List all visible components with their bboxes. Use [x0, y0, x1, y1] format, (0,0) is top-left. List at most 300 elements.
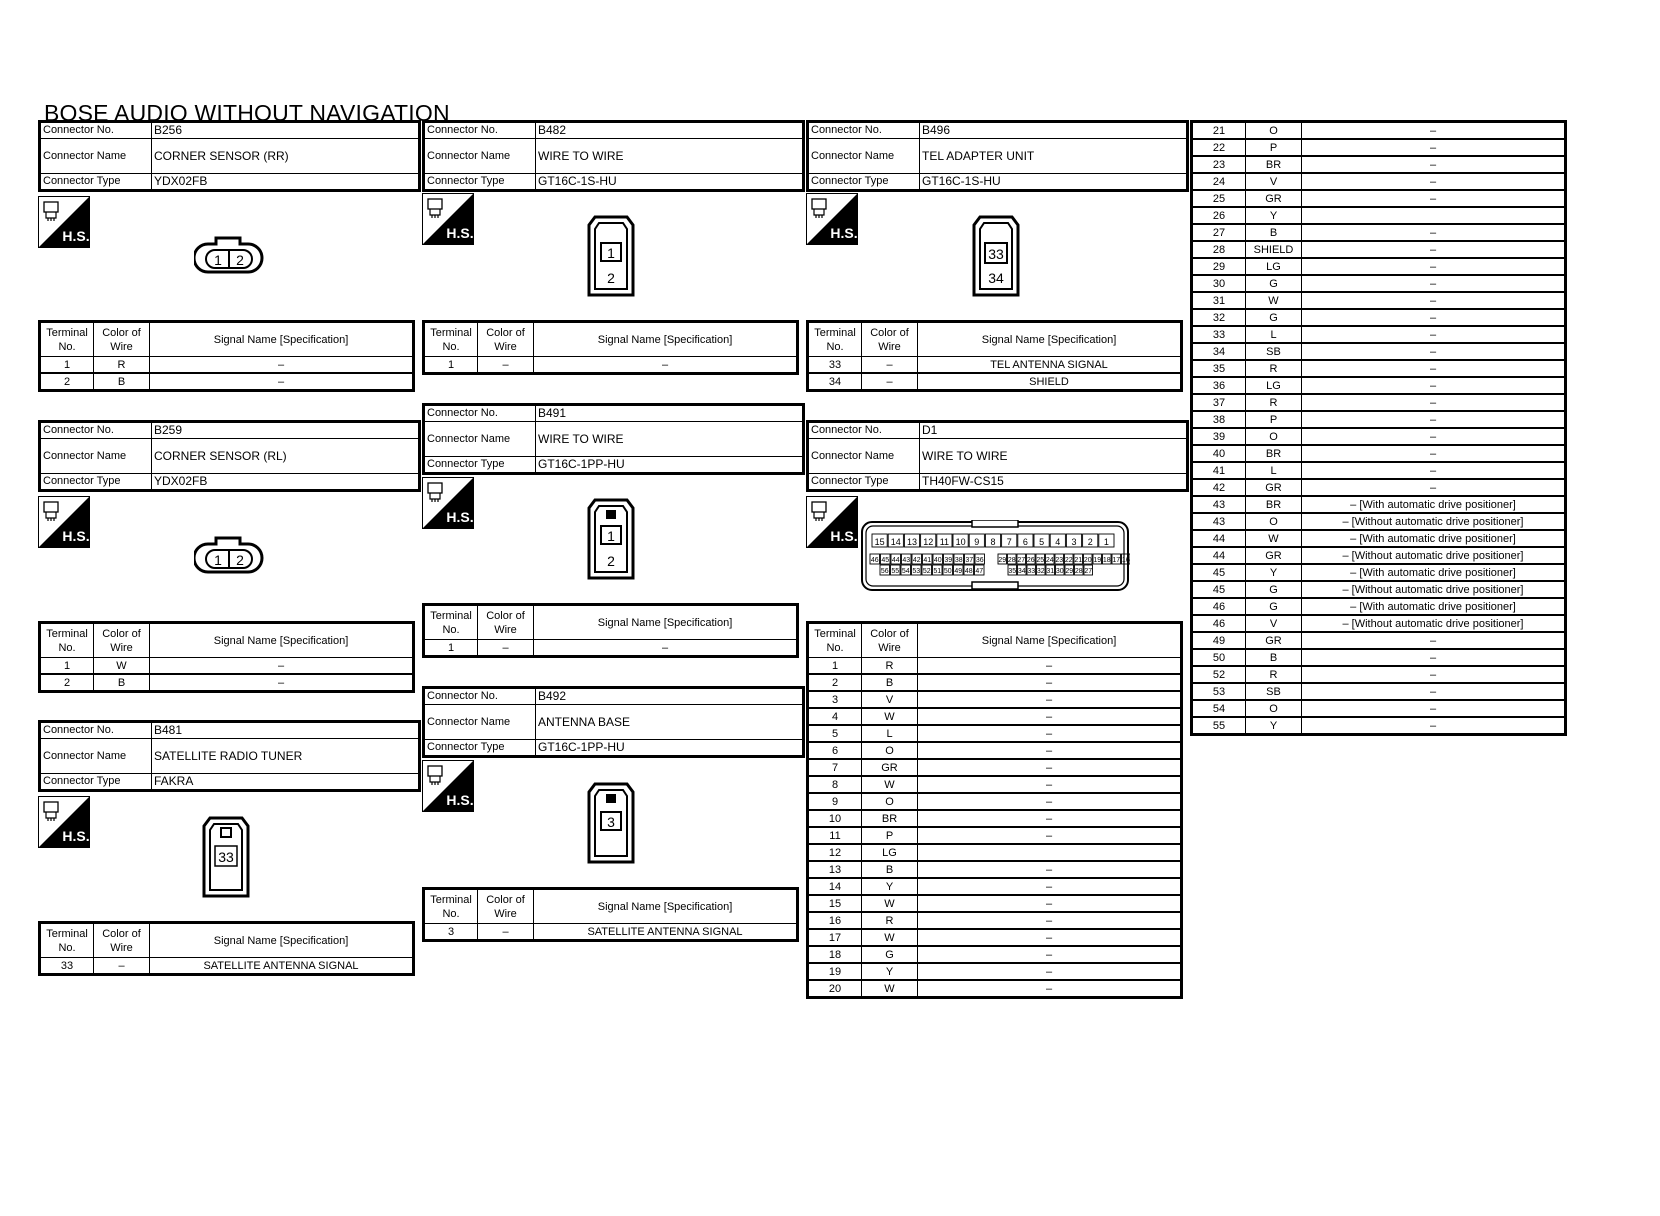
terminal-no-cell: 42 — [1192, 479, 1246, 496]
pin-label: 18 — [1102, 557, 1111, 564]
terminal-no-cell: 46 — [1192, 615, 1246, 632]
signal-name-cell: – — [1302, 632, 1566, 649]
connector-face-b482 — [587, 215, 635, 304]
signal-name-cell: – — [1302, 428, 1566, 445]
pin-label: 41 — [923, 557, 932, 564]
terminal-no-cell: 1 — [808, 658, 862, 675]
table-row — [1192, 564, 1566, 581]
pin-label: 46 — [870, 557, 879, 564]
pin-label: 14 — [890, 537, 901, 547]
wire-color-cell: Y — [1246, 564, 1302, 581]
wire-color-cell: P — [862, 827, 918, 844]
terminal-no-cell: 1 — [424, 357, 478, 374]
pin-label: 56 — [880, 568, 889, 575]
table-row — [808, 357, 1182, 374]
terminal-no-cell: 54 — [1192, 700, 1246, 717]
signal-name-cell: – — [1302, 394, 1566, 411]
pin-label: 16 — [1121, 557, 1130, 564]
connector-name-label: Connector Name — [424, 705, 536, 740]
terminal-table-b481 — [38, 921, 415, 976]
table-row — [1192, 292, 1566, 309]
signal-name-header: Signal Name [Specification] — [534, 322, 798, 357]
signal-name-cell: – — [1302, 377, 1566, 394]
pin-label: 2 — [607, 553, 615, 569]
table-row — [808, 725, 1182, 742]
terminal-no-cell: 45 — [1192, 581, 1246, 598]
pin-label: 28 — [1074, 568, 1083, 575]
terminal-no-cell: 43 — [1192, 513, 1246, 530]
connector-type-value: GT16C-1S-HU — [536, 174, 804, 191]
signal-name-cell: – — [150, 658, 414, 675]
pin-label: 53 — [912, 568, 921, 575]
terminal-no-cell: 6 — [808, 742, 862, 759]
pin-label: 40 — [933, 557, 942, 564]
terminal-no-cell: 46 — [1192, 598, 1246, 615]
wire-color-cell: R — [1246, 394, 1302, 411]
signal-name-cell: – — [534, 357, 798, 374]
signal-name-cell: – — [534, 640, 798, 657]
signal-name-cell: – — [918, 895, 1182, 912]
terminal-table-b491 — [422, 603, 799, 658]
terminal-no-cell: 37 — [1192, 394, 1246, 411]
wire-color-cell: BR — [862, 810, 918, 827]
table-row — [424, 357, 798, 374]
connector-type-value: YDX02FB — [152, 174, 420, 191]
terminal-no-cell: 38 — [1192, 411, 1246, 428]
terminal-no-cell: 55 — [1192, 717, 1246, 735]
terminal-table-d1 — [806, 621, 1183, 999]
table-row — [808, 861, 1182, 878]
terminal-no-cell: 45 — [1192, 564, 1246, 581]
pin-label: 10 — [955, 537, 966, 547]
wire-color-cell: L — [1246, 326, 1302, 343]
harness-side-icon — [422, 760, 474, 812]
signal-name-cell: – — [1302, 479, 1566, 496]
connector-info-table — [422, 120, 805, 192]
connector-face-b481 — [202, 816, 250, 905]
connector-face-b256 — [194, 234, 264, 285]
pin-label: 6 — [1022, 537, 1028, 547]
wire-color-cell: W — [862, 776, 918, 793]
signal-name-cell: SATELLITE ANTENNA SIGNAL — [534, 924, 798, 941]
table-row — [1192, 547, 1566, 564]
terminal-no-cell: 18 — [808, 946, 862, 963]
connector-block-b491 — [422, 403, 805, 475]
signal-name-cell: – — [1302, 343, 1566, 360]
wire-color-cell: P — [1246, 411, 1302, 428]
pin-label: 38 — [954, 557, 963, 564]
signal-name-cell: – — [1302, 156, 1566, 173]
table-row — [1192, 275, 1566, 292]
connector-block-d1 — [806, 420, 1189, 492]
connector-info-table — [422, 403, 805, 475]
pin-label: 5 — [1039, 537, 1045, 547]
table-row — [1192, 462, 1566, 479]
table-row — [1192, 360, 1566, 377]
connector-name-value: ANTENNA BASE — [536, 705, 804, 740]
connector-name-label: Connector Name — [808, 439, 920, 474]
pin-label: 44 — [891, 557, 900, 564]
signal-name-cell: – — [1302, 360, 1566, 377]
table-row — [808, 691, 1182, 708]
pin-label: 55 — [891, 568, 900, 575]
signal-name-cell: – — [918, 793, 1182, 810]
table-row — [1192, 224, 1566, 241]
wire-color-cell: LG — [1246, 258, 1302, 275]
signal-name-cell: – — [918, 725, 1182, 742]
terminal-no-cell: 35 — [1192, 360, 1246, 377]
connector-info-table — [806, 120, 1189, 192]
table-row — [1192, 632, 1566, 649]
terminal-no-cell: 44 — [1192, 530, 1246, 547]
wire-color-cell: R — [1246, 360, 1302, 377]
wire-color-cell: O — [1246, 700, 1302, 717]
wire-color-cell: B — [94, 674, 150, 692]
pin-label: 36 — [975, 557, 984, 564]
signal-name-cell: – — [918, 878, 1182, 895]
table-row — [1192, 445, 1566, 462]
signal-name-cell: – — [1302, 700, 1566, 717]
pin-label: 33 — [1027, 568, 1036, 575]
wire-color-cell: O — [1246, 122, 1302, 140]
table-row — [1192, 666, 1566, 683]
color-of-wire-header: Color of Wire — [94, 322, 150, 357]
terminal-no-cell: 44 — [1192, 547, 1246, 564]
terminal-table-b482 — [422, 320, 799, 375]
pin-label: 2 — [607, 270, 615, 286]
signal-name-cell: – — [1302, 224, 1566, 241]
signal-name-header: Signal Name [Specification] — [534, 605, 798, 640]
connector-face-b492 — [587, 782, 635, 871]
connector-name-label: Connector Name — [424, 139, 536, 174]
connector-name-value: CORNER SENSOR (RR) — [152, 139, 420, 174]
pin-label: 39 — [944, 557, 953, 564]
terminal-no-cell: 23 — [1192, 156, 1246, 173]
wire-color-cell: W — [1246, 530, 1302, 547]
connector-block-b492 — [422, 686, 805, 758]
signal-name-header: Signal Name [Specification] — [150, 623, 414, 658]
table-row — [808, 946, 1182, 963]
wire-color-cell: B — [862, 674, 918, 691]
connector-block-b481 — [38, 720, 421, 792]
color-of-wire-header: Color of Wire — [862, 623, 918, 658]
color-of-wire-header: Color of Wire — [862, 322, 918, 357]
terminal-no-cell: 28 — [1192, 241, 1246, 258]
pin-label: 54 — [901, 568, 910, 575]
pin-label: 9 — [974, 537, 980, 547]
pin-label: 37 — [965, 557, 974, 564]
signal-name-cell — [1302, 207, 1566, 224]
signal-name-cell: – — [1302, 309, 1566, 326]
terminal-no-cell: 1 — [424, 640, 478, 657]
connector-no-value: D1 — [920, 422, 1188, 439]
table-row — [808, 912, 1182, 929]
table-row — [808, 708, 1182, 725]
pin-label: 15 — [874, 537, 885, 547]
wire-color-cell: O — [862, 742, 918, 759]
pin-label: 26 — [1026, 557, 1035, 564]
signal-name-cell: – [With automatic drive positioner] — [1302, 564, 1566, 581]
terminal-no-cell: 43 — [1192, 496, 1246, 513]
terminal-no-cell: 10 — [808, 810, 862, 827]
pin-label: 51 — [933, 568, 942, 575]
terminal-no-cell: 25 — [1192, 190, 1246, 207]
wire-color-cell: B — [862, 861, 918, 878]
table-row — [1192, 717, 1566, 735]
connector-block-b256 — [38, 120, 421, 192]
connector-no-value: B492 — [536, 688, 804, 705]
wire-color-cell: Y — [862, 963, 918, 980]
pin-label: 3 — [607, 814, 615, 830]
connector-type-label: Connector Type — [808, 174, 920, 191]
pin-label: 48 — [964, 568, 973, 575]
wire-color-cell: LG — [1246, 377, 1302, 394]
connector-face-b259 — [194, 534, 264, 585]
table-row — [1192, 173, 1566, 190]
pin-label: 20 — [1083, 557, 1092, 564]
wire-color-cell: G — [1246, 581, 1302, 598]
terminal-no-cell: 22 — [1192, 139, 1246, 156]
wire-color-cell: G — [1246, 275, 1302, 292]
pin-label: 2 — [236, 252, 244, 268]
connector-no-value: B481 — [152, 722, 420, 739]
table-row — [808, 776, 1182, 793]
pin-label: 3 — [1071, 537, 1077, 547]
terminal-no-cell: 7 — [808, 759, 862, 776]
table-row — [1192, 700, 1566, 717]
pin-label: 34 — [1017, 568, 1026, 575]
table-row — [1192, 581, 1566, 598]
terminal-no-cell: 1 — [40, 658, 94, 675]
connector-no-label: Connector No. — [40, 722, 152, 739]
signal-name-cell: – — [918, 980, 1182, 998]
pin-label: 35 — [1008, 568, 1017, 575]
signal-name-header: Signal Name [Specification] — [150, 322, 414, 357]
terminal-no-cell: 12 — [808, 844, 862, 861]
terminal-no-cell: 40 — [1192, 445, 1246, 462]
wire-color-cell: R — [94, 357, 150, 374]
signal-name-cell: – — [918, 929, 1182, 946]
table-row — [1192, 122, 1566, 140]
table-row — [1192, 309, 1566, 326]
table-row — [40, 658, 414, 675]
connector-type-value: FAKRA — [152, 774, 420, 791]
table-row — [1192, 241, 1566, 258]
table-row — [1192, 258, 1566, 275]
connector-type-value: GT16C-1S-HU — [920, 174, 1188, 191]
table-row — [1192, 156, 1566, 173]
connector-name-label: Connector Name — [40, 139, 152, 174]
wire-color-cell: R — [862, 658, 918, 675]
connector-type-value: TH40FW-CS15 — [920, 474, 1188, 491]
wire-color-cell: GR — [1246, 547, 1302, 564]
connector-name-label: Connector Name — [424, 422, 536, 457]
signal-name-cell: – [Without automatic drive positioner] — [1302, 615, 1566, 632]
signal-name-cell: – [Without automatic drive positioner] — [1302, 513, 1566, 530]
connector-no-label: Connector No. — [40, 122, 152, 139]
table-row — [808, 844, 1182, 861]
terminal-no-cell: 4 — [808, 708, 862, 725]
table-row — [424, 924, 798, 941]
terminal-no-cell: 15 — [808, 895, 862, 912]
table-row — [1192, 479, 1566, 496]
table-row — [1192, 139, 1566, 156]
connector-info-table — [806, 420, 1189, 492]
signal-name-cell: – [With automatic drive positioner] — [1302, 530, 1566, 547]
connector-block-b496 — [806, 120, 1189, 192]
terminal-table-b259 — [38, 621, 415, 693]
pin-label: 52 — [922, 568, 931, 575]
signal-name-cell: – — [918, 861, 1182, 878]
table-row — [808, 742, 1182, 759]
terminal-no-cell: 53 — [1192, 683, 1246, 700]
table-row — [808, 878, 1182, 895]
wire-color-cell: W — [862, 980, 918, 998]
pin-label: 27 — [1084, 568, 1093, 575]
table-row — [808, 980, 1182, 998]
wire-color-cell: Y — [1246, 717, 1302, 735]
wire-color-cell: L — [862, 725, 918, 742]
signal-name-cell: – — [918, 912, 1182, 929]
connector-info-table — [422, 686, 805, 758]
terminal-no-cell: 34 — [808, 373, 862, 391]
terminal-no-cell: 17 — [808, 929, 862, 946]
connector-name-value: WIRE TO WIRE — [536, 139, 804, 174]
terminal-no-cell: 20 — [808, 980, 862, 998]
wire-color-cell: W — [862, 708, 918, 725]
connector-name-value: TEL ADAPTER UNIT — [920, 139, 1188, 174]
terminal-no-cell: 14 — [808, 878, 862, 895]
signal-name-cell: – — [1302, 717, 1566, 735]
harness-side-icon — [806, 193, 858, 245]
signal-name-header: Signal Name [Specification] — [150, 923, 414, 958]
connector-no-label: Connector No. — [424, 122, 536, 139]
terminal-no-cell: 33 — [1192, 326, 1246, 343]
terminal-no-header: Terminal No. — [40, 623, 94, 658]
connector-name-value: CORNER SENSOR (RL) — [152, 439, 420, 474]
color-of-wire-header: Color of Wire — [94, 923, 150, 958]
pin-label: 1 — [1103, 537, 1109, 547]
signal-name-cell: – — [918, 963, 1182, 980]
table-row — [808, 793, 1182, 810]
terminal-no-cell: 9 — [808, 793, 862, 810]
wire-color-cell: Y — [862, 878, 918, 895]
connector-no-value: B491 — [536, 405, 804, 422]
connector-type-value: GT16C-1PP-HU — [536, 740, 804, 757]
pin-label: 33 — [218, 849, 234, 865]
table-row — [1192, 394, 1566, 411]
terminal-no-cell: 33 — [808, 357, 862, 374]
connector-info-table — [38, 120, 421, 192]
terminal-no-cell: 33 — [40, 958, 94, 975]
table-row — [1192, 326, 1566, 343]
terminal-no-cell: 34 — [1192, 343, 1246, 360]
pin-label: 45 — [881, 557, 890, 564]
wire-color-cell: G — [1246, 598, 1302, 615]
pin-label: 34 — [988, 270, 1004, 286]
wire-color-cell: R — [862, 912, 918, 929]
terminal-no-cell: 32 — [1192, 309, 1246, 326]
wire-color-cell: LG — [862, 844, 918, 861]
pin-label: 2 — [236, 552, 244, 568]
terminal-no-cell: 24 — [1192, 173, 1246, 190]
hs-label: H.S. — [446, 792, 474, 808]
pin-label: 27 — [1017, 557, 1026, 564]
terminal-no-cell: 39 — [1192, 428, 1246, 445]
table-row — [808, 674, 1182, 691]
wire-color-cell: W — [94, 658, 150, 675]
wire-color-cell: V — [862, 691, 918, 708]
terminal-no-header: Terminal No. — [424, 889, 478, 924]
wire-color-cell: – — [478, 924, 534, 941]
connector-no-value: B482 — [536, 122, 804, 139]
terminal-no-cell: 29 — [1192, 258, 1246, 275]
connector-no-value: B256 — [152, 122, 420, 139]
pin-label: 7 — [1006, 537, 1012, 547]
signal-name-cell: – — [150, 357, 414, 374]
pin-label: 21 — [1074, 557, 1083, 564]
terminal-table-d1-continued — [1190, 120, 1567, 736]
terminal-no-cell: 30 — [1192, 275, 1246, 292]
wire-color-cell: GR — [1246, 479, 1302, 496]
pin-label: 32 — [1036, 568, 1045, 575]
harness-side-icon — [422, 193, 474, 245]
wire-color-cell: O — [1246, 428, 1302, 445]
table-row — [808, 658, 1182, 675]
connector-type-label: Connector Type — [424, 740, 536, 757]
terminal-no-cell: 26 — [1192, 207, 1246, 224]
connector-name-value: WIRE TO WIRE — [920, 439, 1188, 474]
pin-label: 29 — [998, 557, 1007, 564]
terminal-table-b256 — [38, 320, 415, 392]
terminal-no-header: Terminal No. — [808, 322, 862, 357]
terminal-no-cell: 19 — [808, 963, 862, 980]
signal-name-cell: – [Without automatic drive positioner] — [1302, 581, 1566, 598]
terminal-no-cell: 36 — [1192, 377, 1246, 394]
hs-label: H.S. — [830, 528, 858, 544]
terminal-no-header: Terminal No. — [40, 322, 94, 357]
signal-name-cell: – — [150, 373, 414, 391]
wire-color-cell: – — [862, 373, 918, 391]
signal-name-cell: – — [1302, 275, 1566, 292]
table-row — [1192, 377, 1566, 394]
signal-name-cell: – [Without automatic drive positioner] — [1302, 547, 1566, 564]
connector-type-label: Connector Type — [40, 474, 152, 491]
pin-label: 1 — [607, 528, 615, 544]
wire-color-cell: – — [478, 640, 534, 657]
table-row — [1192, 615, 1566, 632]
signal-name-cell: – — [1302, 411, 1566, 428]
signal-name-cell: – [With automatic drive positioner] — [1302, 496, 1566, 513]
connector-type-label: Connector Type — [808, 474, 920, 491]
connector-type-label: Connector Type — [424, 457, 536, 474]
wire-color-cell: – — [94, 958, 150, 975]
signal-name-cell: – — [918, 810, 1182, 827]
table-row — [1192, 190, 1566, 207]
pin-label: 19 — [1093, 557, 1102, 564]
table-row — [1192, 343, 1566, 360]
pin-label: 1 — [607, 245, 615, 261]
table-row — [1192, 207, 1566, 224]
hs-label: H.S. — [446, 509, 474, 525]
wire-color-cell: W — [862, 929, 918, 946]
pin-label: 1 — [214, 252, 222, 268]
signal-name-cell: – — [1302, 292, 1566, 309]
connector-face-b491 — [587, 498, 635, 587]
hs-label: H.S. — [62, 828, 90, 844]
wire-color-cell: GR — [1246, 632, 1302, 649]
pin-label: 30 — [1055, 568, 1064, 575]
